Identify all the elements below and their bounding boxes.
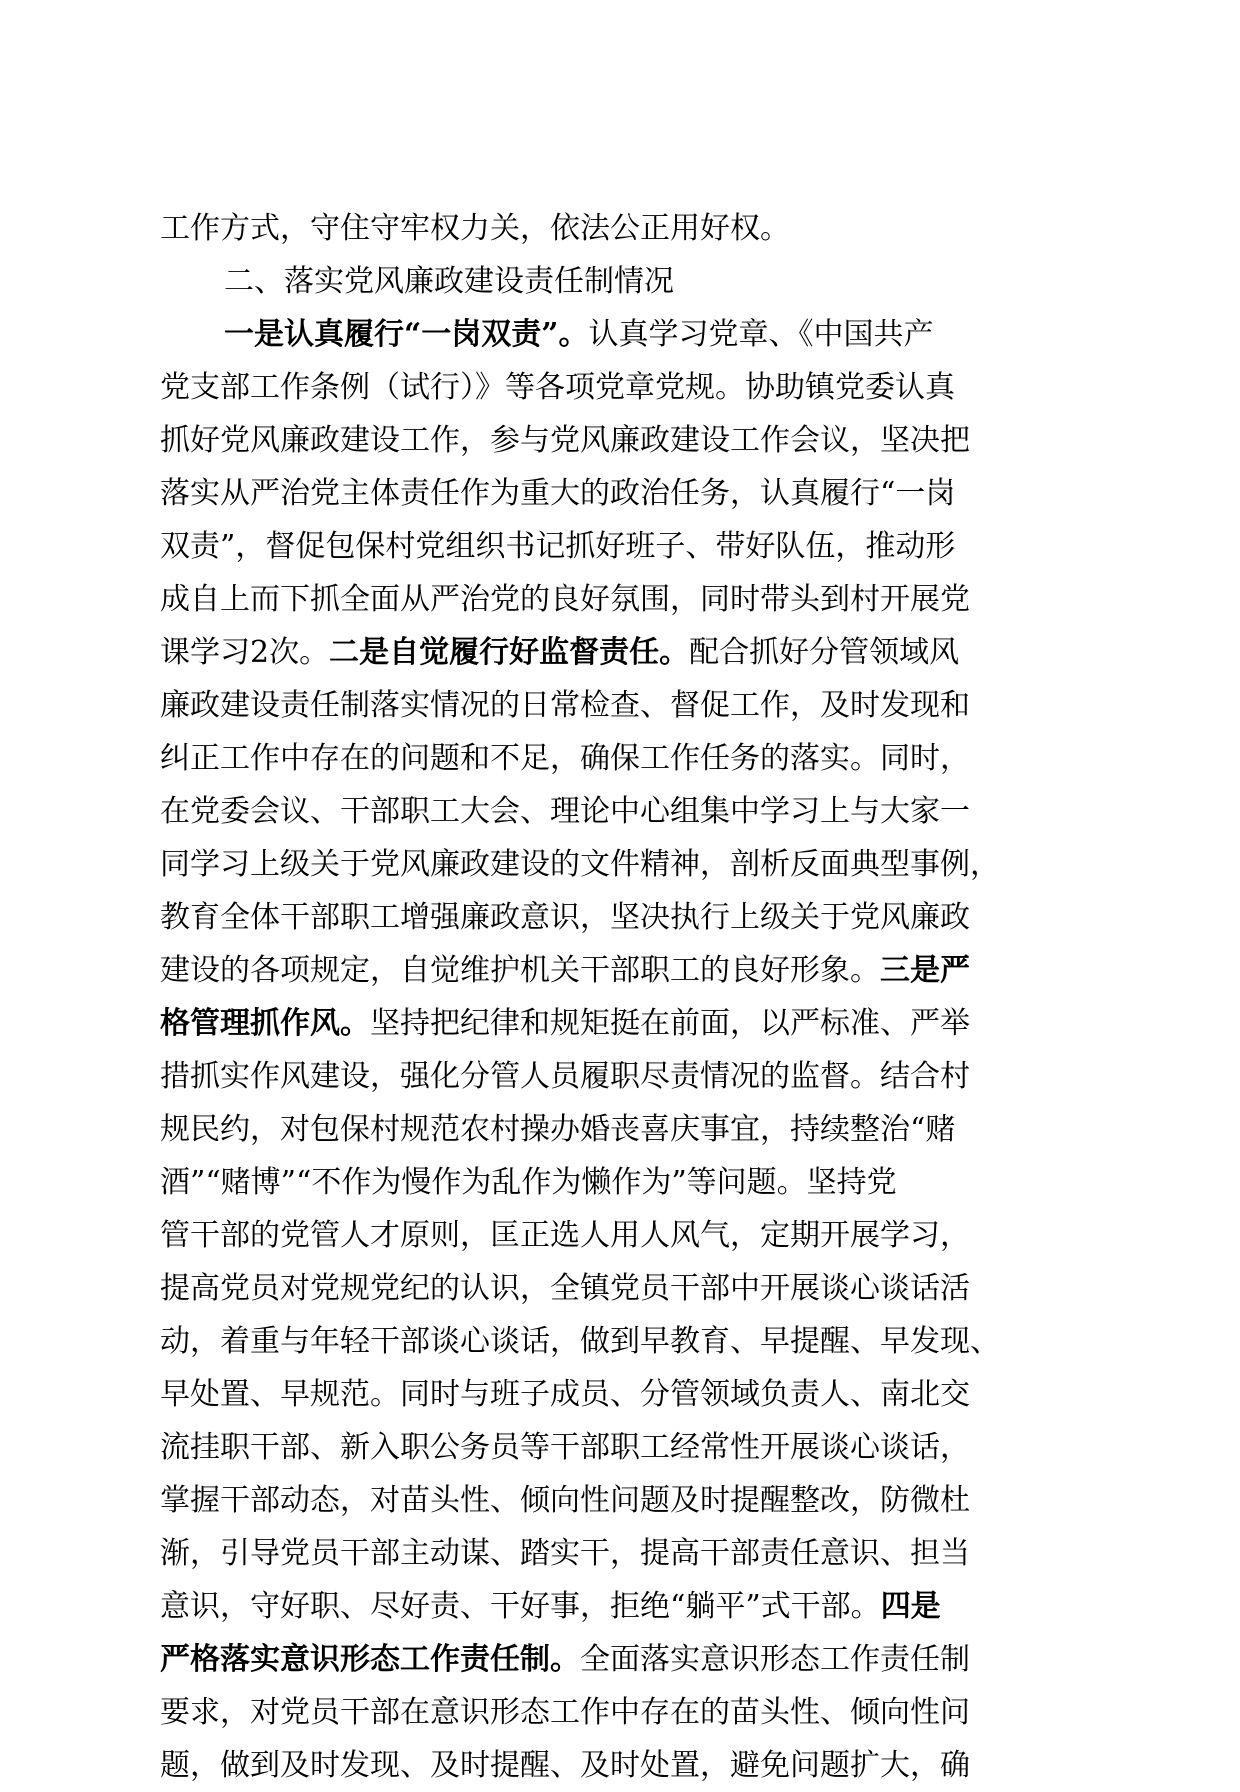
text-run: 认真学习党章、《中国共产: [588, 317, 934, 352]
text-line: [160, 1580, 1080, 1633]
text-run: 坚持把纪律和规矩挺在前面，以严标准、严举: [370, 1006, 970, 1041]
text-line: [160, 308, 1080, 361]
text-line: [160, 1633, 1080, 1686]
text-run: 建设的各项规定，自觉维护机关干部职工的良好形象。: [160, 953, 880, 988]
section-heading: 二、落实党风廉政建设责任制情况: [224, 264, 674, 299]
text-line: 党支部工作条例（试行）》等各项党章党规。协助镇党委认真: [160, 370, 955, 405]
bold-lead: 格管理抓作风。: [160, 1006, 370, 1041]
document-body: [160, 202, 1080, 1792]
bold-lead: 二是自觉履行好监督责任。: [329, 635, 690, 670]
text-line: [160, 626, 1080, 679]
text-line: 工作方式，守住守牢权力关，依法公正用好权。: [160, 211, 790, 246]
text-line: [160, 997, 1080, 1050]
text-line: 题，做到及时发现、及时提醒、及时处置，避免问题扩大，确: [160, 1748, 970, 1783]
text-line: 流挂职干部、新入职公务员等干部职工经常性开展谈心谈话，: [160, 1430, 970, 1465]
text-run: 全面落实意识形态工作责任制: [580, 1642, 970, 1677]
bold-lead: 三是严: [880, 953, 970, 988]
text-line: 早处置、早规范。同时与班子成员、分管领域负责人、南北交: [160, 1377, 970, 1412]
text-line: 教育全体干部职工增强廉政意识，坚决执行上级关于党风廉政: [160, 900, 970, 935]
text-line: 渐，引导党员干部主动谋、踏实干，提高干部责任意识、担当: [160, 1536, 970, 1571]
text-line: 同学习上级关于党风廉政建设的文件精神，剖析反面典型事例，: [160, 847, 1000, 882]
bold-lead: 一是认真履行“一岗双责”。: [224, 317, 589, 352]
text-run: 意识，守好职、尽好责、干好事，拒绝“躺平”式干部。: [160, 1589, 881, 1624]
text-line: 酒”“赌博”“不作为慢作为乱作为懒作为”等问题。坚持党: [160, 1165, 897, 1200]
text-line: [160, 944, 1080, 997]
text-line: 双责”，督促包保村党组织书记抓好班子、带好队伍，推动形: [160, 529, 956, 564]
text-line: 在党委会议、干部职工大会、理论中心组集中学习上与大家一: [160, 794, 970, 829]
text-line: 规民约，对包保村规范农村操办婚丧喜庆事宜，持续整治“赌: [160, 1112, 956, 1147]
text-run: 配合抓好分管领域风: [689, 635, 960, 670]
text-line: 动，着重与年轻干部谈心谈话，做到早教育、早提醒、早发现、: [160, 1324, 1000, 1359]
text-line: 落实从严治党主体责任作为重大的政治任务，认真履行“一岗: [160, 476, 956, 511]
bold-lead: 严格落实意识形态工作责任制。: [160, 1642, 580, 1677]
text-line: 提高党员对党规党纪的认识，全镇党员干部中开展谈心谈话活: [160, 1271, 970, 1306]
text-line: 管干部的党管人才原则，匡正选人用人风气，定期开展学习，: [160, 1218, 970, 1253]
text-line: 廉政建设责任制落实情况的日常检查、督促工作，及时发现和: [160, 688, 970, 723]
bold-lead: 四是: [880, 1589, 941, 1624]
text-line: 要求，对党员干部在意识形态工作中存在的苗头性、倾向性问: [160, 1695, 970, 1730]
text-line: 纠正工作中存在的问题和不足，确保工作任务的落实。同时，: [160, 741, 970, 776]
text-line: 措抓实作风建设，强化分管人员履职尽责情况的监督。结合村: [160, 1059, 970, 1094]
text-line: 成自上而下抓全面从严治党的良好氛围，同时带头到村开展党: [160, 582, 970, 617]
text-line: 掌握干部动态，对苗头性、倾向性问题及时提醒整改，防微杜: [160, 1483, 970, 1518]
text-run: 课学习2次。: [160, 635, 330, 670]
text-line: 抓好党风廉政建设工作，参与党风廉政建设工作会议，坚决把: [160, 423, 970, 458]
